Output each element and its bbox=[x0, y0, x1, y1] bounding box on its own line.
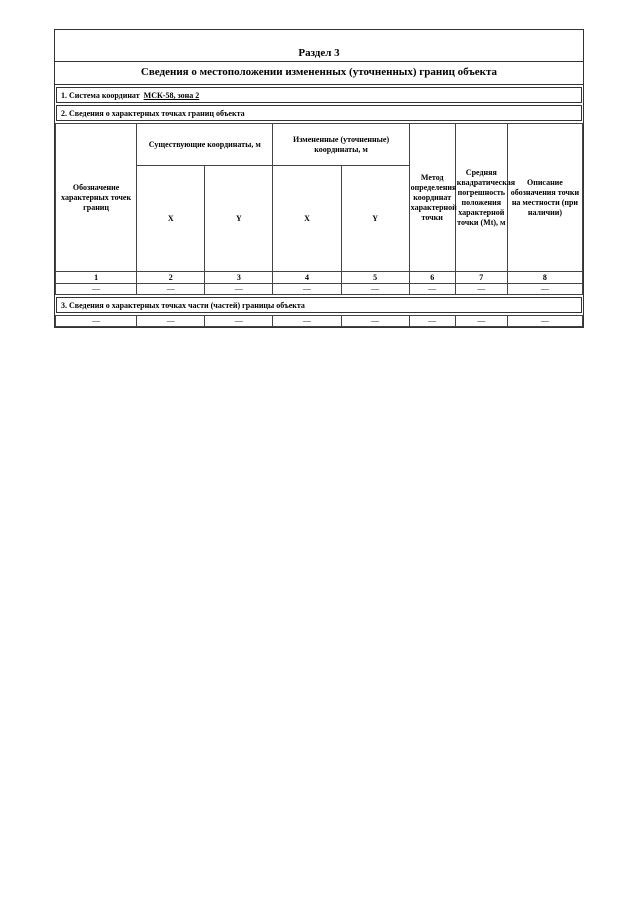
table-cell: — bbox=[205, 284, 273, 295]
header-existing-x: X bbox=[137, 166, 205, 272]
column-number: 7 bbox=[455, 272, 507, 284]
section-subtitle: Сведения о местоположении измененных (уточненных) границ объекта bbox=[55, 62, 583, 85]
table-cell: — bbox=[137, 316, 205, 327]
column-number: 2 bbox=[137, 272, 205, 284]
table-row bbox=[56, 316, 583, 327]
column-number: 6 bbox=[409, 272, 455, 284]
column-number: 1 bbox=[56, 272, 137, 284]
header-changed-coords: Измененные (уточненные) координаты, м bbox=[273, 124, 409, 166]
column-number: 8 bbox=[507, 272, 582, 284]
table-cell: — bbox=[341, 316, 409, 327]
coord-system-value: МСК-58, зона 2 bbox=[143, 91, 200, 100]
column-number: 4 bbox=[273, 272, 341, 284]
column-number-row bbox=[56, 272, 583, 284]
section-header bbox=[55, 30, 583, 62]
parts-section-heading: 3. Сведения о характерных точках части (частей) границы объекта bbox=[56, 297, 582, 313]
column-number: 5 bbox=[341, 272, 409, 284]
table-row bbox=[56, 284, 583, 295]
table-cell: — bbox=[409, 284, 455, 295]
column-number: 3 bbox=[205, 272, 273, 284]
coord-system-label: 1. Система координат bbox=[61, 91, 140, 100]
table-cell: — bbox=[341, 284, 409, 295]
header-changed-y: Y bbox=[341, 166, 409, 272]
table-cell: — bbox=[137, 284, 205, 295]
header-error: Средняя квадратическая погрешность положения характерной точки (Mt), м bbox=[455, 124, 507, 272]
table-cell: — bbox=[455, 316, 507, 327]
header-method: Метод определения координат характерной точки bbox=[409, 124, 455, 272]
parts-table bbox=[55, 315, 583, 327]
table-cell: — bbox=[205, 316, 273, 327]
table-cell: — bbox=[507, 284, 582, 295]
header-changed-x: X bbox=[273, 166, 341, 272]
header-existing-y: Y bbox=[205, 166, 273, 272]
table-cell: — bbox=[56, 284, 137, 295]
header-designation: Обозначение характерных точек границ bbox=[56, 124, 137, 272]
table-cell: — bbox=[409, 316, 455, 327]
table-cell: — bbox=[273, 284, 341, 295]
header-existing-coords: Существующие координаты, м bbox=[137, 124, 273, 166]
table-cell: — bbox=[273, 316, 341, 327]
table-cell: — bbox=[507, 316, 582, 327]
header-description: Описание обозначения точки на местности (при наличии) bbox=[507, 124, 582, 272]
coord-system-row bbox=[56, 87, 582, 103]
table-cell: — bbox=[56, 316, 137, 327]
section-frame bbox=[54, 29, 584, 328]
section-title: Раздел 3 bbox=[298, 47, 340, 59]
table-cell: — bbox=[455, 284, 507, 295]
points-table bbox=[55, 123, 583, 295]
points-section-heading: 2. Сведения о характерных точках границ объекта bbox=[56, 105, 582, 121]
